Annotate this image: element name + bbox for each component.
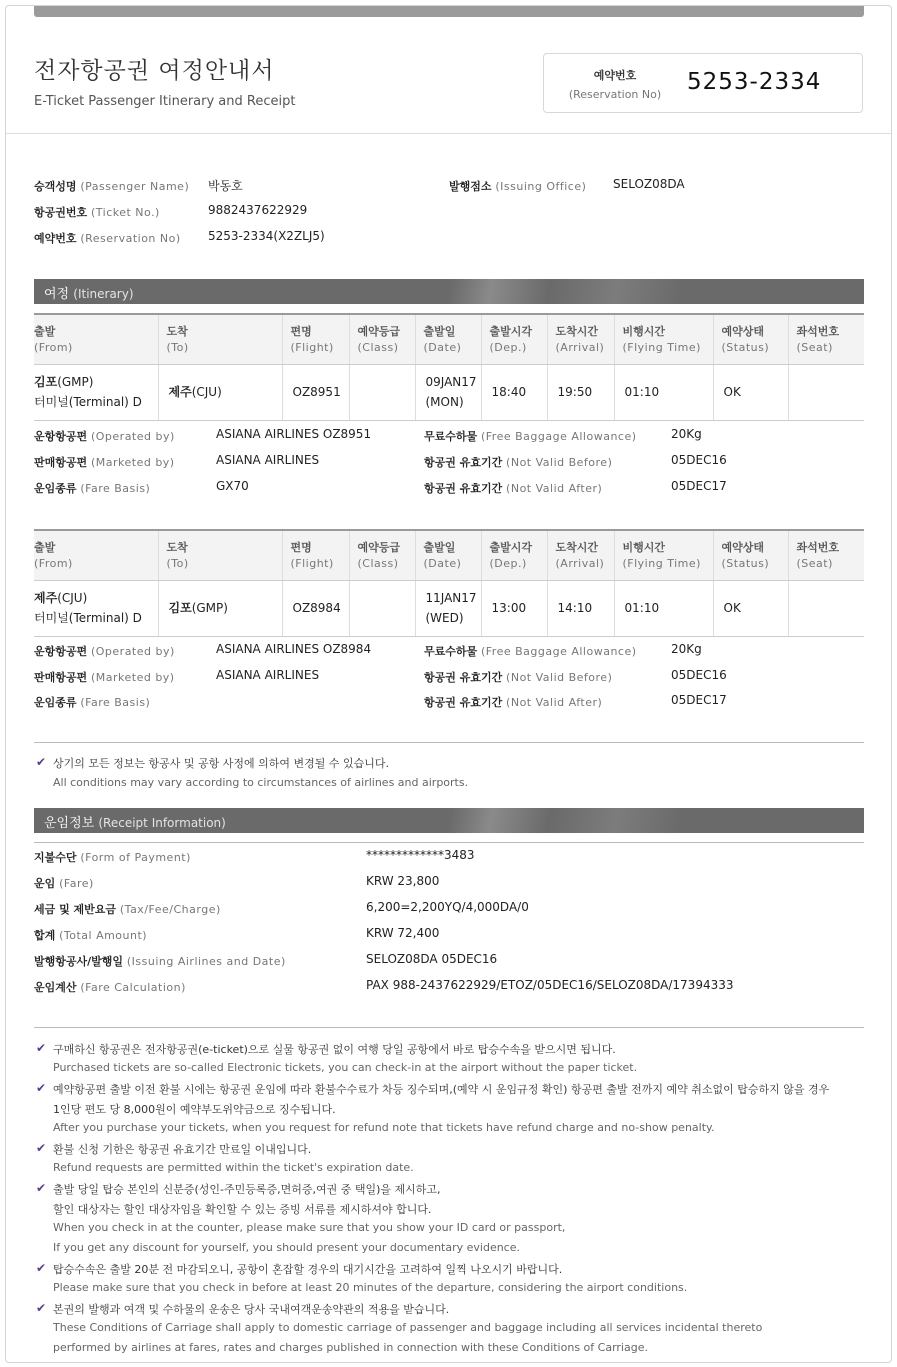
notice-text-en: performed by airlines at fares, rates and charges published in connection with these Conditions of Carriage. <box>53 1341 648 1354</box>
fare-calc-label: 운임계산 (Fare Calculation) <box>34 981 186 994</box>
marketed-by: ASIANA AIRLINES <box>216 668 320 682</box>
fare-basis: GX70 <box>216 479 249 493</box>
table-row <box>34 580 864 636</box>
notice-text: 구매하신 항공권은 전자항공권(e-ticket)으로 실물 항공권 없이 여행 당일 공항에서 바로 탑승수속을 받으시면 됩니다. <box>53 1043 616 1056</box>
from-cell: 김포(GMP) 터미널(Terminal) D <box>34 364 158 420</box>
col-dep: 출발시각 (Dep.) <box>481 530 547 580</box>
col-status: 예약상태 (Status) <box>713 530 788 580</box>
status-cell: OK <box>713 364 788 420</box>
issuing-office: SELOZ08DA <box>613 177 685 191</box>
fare-basis-label: 운임종류 (Fare Basis) <box>34 482 151 495</box>
receipt-subtitle: (Receipt Information) <box>98 816 226 830</box>
notice-text-en: When you check in at the counter, please make sure that you show your ID card or passport, <box>53 1221 566 1234</box>
top-decor-bar <box>34 6 864 17</box>
notice-text-en: Refund requests are permitted within the ticket's expiration date. <box>53 1161 414 1174</box>
col-class: 예약등급 (Class) <box>349 314 415 364</box>
col-date: 출발일 (Date) <box>415 314 481 364</box>
col-status: 예약상태 (Status) <box>713 314 788 364</box>
col-flight: 편명 (Flight) <box>282 530 349 580</box>
col-dep: 출발시각 (Dep.) <box>481 314 547 364</box>
table-row <box>34 364 864 420</box>
marketed-by-label: 판매항공편 (Marketed by) <box>34 456 175 469</box>
flight-cell: OZ8951 <box>282 364 349 420</box>
marketed-by-label: 판매항공편 (Marketed by) <box>34 671 175 684</box>
itinerary-subtitle: (Itinerary) <box>73 287 134 301</box>
fare-calculation: PAX 988-2437622929/ETOZ/05DEC16/SELOZ08DA/17394333 <box>366 978 734 992</box>
flight-table <box>34 529 864 637</box>
arr-cell: 14:10 <box>547 580 614 636</box>
flying-time-cell: 01:10 <box>614 364 713 420</box>
tax-label: 세금 및 제반요금 (Tax/Fee/Charge) <box>34 903 221 916</box>
notice-text: 환불 신청 기한은 항공권 유효기간 만료일 이내입니다. <box>53 1143 312 1156</box>
reservation-label-en: (Reservation No) <box>568 88 662 101</box>
check-icon: ✔ <box>36 1261 47 1275</box>
ticket-number-label: 항공권번호 (Ticket No.) <box>34 206 160 219</box>
col-date: 출발일 (Date) <box>415 530 481 580</box>
notice-text-en: Please make sure that you check in before at least 20 minutes of the departure, considering the airport conditions. <box>53 1281 688 1294</box>
notice-text-en: After you purchase your tickets, when you request for refund note that tickets have refund charge and no-show penalty. <box>53 1121 715 1134</box>
status-cell: OK <box>713 580 788 636</box>
flight-table <box>34 313 864 421</box>
seat-cell <box>788 580 864 636</box>
col-to: 도착 (To) <box>158 530 282 580</box>
receipt-title: 운임정보 <box>44 816 95 831</box>
baggage-allowance: 20Kg <box>671 642 702 656</box>
divider <box>34 842 864 843</box>
check-icon: ✔ <box>36 1081 47 1095</box>
not-valid-after-label: 항공권 유효기간 (Not Valid After) <box>424 696 603 709</box>
arr-cell: 19:50 <box>547 364 614 420</box>
itinerary-section-header <box>34 279 864 304</box>
dep-cell: 18:40 <box>481 364 547 420</box>
itinerary-title: 여정 <box>44 287 70 302</box>
flying-time-cell: 01:10 <box>614 580 713 636</box>
notice-text: 할인 대상자는 할인 대상자임을 확인할 수 있는 증빙 서류를 제시하셔야 합니다. <box>53 1203 432 1216</box>
flight-table-header <box>34 530 864 580</box>
col-from: 출발 (From) <box>34 314 158 364</box>
itinerary-note: 상기의 모든 정보는 항공사 및 공항 사정에 의하여 변경될 수 있습니다. <box>53 757 389 770</box>
col-seat: 좌석번호 (Seat) <box>788 530 864 580</box>
notice-text-en: These Conditions of Carriage shall apply to domestic carriage of passenger and baggage including all services incidental thereto <box>53 1321 763 1334</box>
divider <box>34 1027 864 1028</box>
marketed-by: ASIANA AIRLINES <box>216 453 320 467</box>
baggage-label: 무료수하물 (Free Baggage Allowance) <box>424 430 637 443</box>
passenger-name-label: 승객성명 (Passenger Name) <box>34 180 190 193</box>
tax: 6,200=2,200YQ/4,000DA/0 <box>366 900 529 914</box>
to-cell: 제주(CJU) <box>158 364 282 420</box>
to-cell: 김포(GMP) <box>158 580 282 636</box>
not-valid-after: 05DEC17 <box>671 693 727 707</box>
operated-by-label: 운항항공편 (Operated by) <box>34 430 175 443</box>
not-valid-before-label: 항공권 유효기간 (Not Valid Before) <box>424 671 613 684</box>
reservation-no-label: 예약번호 (Reservation No) <box>34 232 181 245</box>
check-icon: ✔ <box>36 1301 47 1315</box>
notice-text: 예약항공편 출발 이전 환불 시에는 항공권 운임에 따라 환불수수료가 차등 징수되며,(예약 시 운임규정 확인) 항공편 출발 전까지 예약 취소없이 탑승하지 않을 경우 <box>53 1083 830 1096</box>
flight-table-header <box>34 314 864 364</box>
baggage-allowance: 20Kg <box>671 427 702 441</box>
fare-basis-label: 운임종류 (Fare Basis) <box>34 696 151 709</box>
col-from: 출발 (From) <box>34 530 158 580</box>
check-icon: ✔ <box>36 1141 47 1155</box>
check-icon: ✔ <box>36 755 47 769</box>
seat-cell <box>788 364 864 420</box>
operated-by-label: 운항항공편 (Operated by) <box>34 645 175 658</box>
check-icon: ✔ <box>36 1041 47 1055</box>
page-subtitle: E-Ticket Passenger Itinerary and Receipt <box>34 94 296 109</box>
operated-by: ASIANA AIRLINES OZ8984 <box>216 642 372 656</box>
col-flight: 편명 (Flight) <box>282 314 349 364</box>
col-flying-time: 비행시간 (Flying Time) <box>614 530 713 580</box>
itinerary-note-en: All conditions may vary according to circumstances of airlines and airports. <box>53 776 469 789</box>
col-arrival: 도착시간 (Arrival) <box>547 314 614 364</box>
receipt-section-header <box>34 808 864 833</box>
date-cell: 11JAN17 (WED) <box>415 580 481 636</box>
passenger-name: 박동호 <box>208 179 243 193</box>
total-amount: KRW 72,400 <box>366 926 440 940</box>
col-seat: 좌석번호 (Seat) <box>788 314 864 364</box>
fare-label: 운임 (Fare) <box>34 877 94 890</box>
header-divider <box>6 133 892 134</box>
col-flying-time: 비행시간 (Flying Time) <box>614 314 713 364</box>
fare: KRW 23,800 <box>366 874 440 888</box>
ticket-number: 9882437622929 <box>208 203 308 217</box>
notice-text: 탑승수속은 출발 20분 전 마감되오니, 공항이 혼잡할 경우의 대기시간을 고려하여 일찍 나오시기 바랍니다. <box>53 1263 563 1276</box>
col-arrival: 도착시간 (Arrival) <box>547 530 614 580</box>
reservation-label: 예약번호 <box>593 69 637 82</box>
col-class: 예약등급 (Class) <box>349 530 415 580</box>
col-to: 도착 (To) <box>158 314 282 364</box>
operated-by: ASIANA AIRLINES OZ8951 <box>216 427 372 441</box>
page-title: 전자항공권 여정안내서 <box>34 58 275 84</box>
not-valid-after-label: 항공권 유효기간 (Not Valid After) <box>424 482 603 495</box>
class-cell <box>349 580 415 636</box>
date-cell: 09JAN17 (MON) <box>415 364 481 420</box>
notice-text: 본권의 발행과 여객 및 수하물의 운송은 당사 국내여객운송약관의 적용을 받습니다. <box>53 1303 450 1316</box>
not-valid-after: 05DEC17 <box>671 479 727 493</box>
check-icon: ✔ <box>36 1181 47 1195</box>
dep-cell: 13:00 <box>481 580 547 636</box>
reservation-number: 5253-2334 <box>687 69 822 95</box>
reservation-no: 5253-2334(X2ZLJ5) <box>208 229 325 243</box>
payment-form: *************3483 <box>366 848 475 862</box>
flight-cell: OZ8984 <box>282 580 349 636</box>
issuing-airline-label: 발행항공사/발행일 (Issuing Airlines and Date) <box>34 955 286 968</box>
total-label: 합계 (Total Amount) <box>34 929 148 942</box>
notice-text-en: Purchased tickets are so-called Electronic tickets, you can check-in at the airport without the paper ticket. <box>53 1061 638 1074</box>
reservation-box <box>543 53 863 113</box>
baggage-label: 무료수하물 (Free Baggage Allowance) <box>424 645 637 658</box>
not-valid-before: 05DEC16 <box>671 668 727 682</box>
payment-form-label: 지불수단 (Form of Payment) <box>34 851 191 864</box>
notice-text: 출발 당일 탑승 본인의 신분증(성인-주민등록증,면허증,여권 중 택일)을 제시하고, <box>53 1183 441 1196</box>
not-valid-before: 05DEC16 <box>671 453 727 467</box>
issuing-office-label: 발행점소 (Issuing Office) <box>449 180 587 193</box>
from-cell: 제주(CJU) 터미널(Terminal) D <box>34 580 158 636</box>
class-cell <box>349 364 415 420</box>
itinerary-document <box>5 5 892 1363</box>
divider <box>34 742 864 743</box>
not-valid-before-label: 항공권 유효기간 (Not Valid Before) <box>424 456 613 469</box>
notice-text: 1인당 편도 당 8,000원이 예약부도위약금으로 징수됩니다. <box>53 1103 336 1116</box>
notice-text-en: If you get any discount for yourself, you should present your documentary evidence. <box>53 1241 521 1254</box>
issuing-airline: SELOZ08DA 05DEC16 <box>366 952 498 966</box>
